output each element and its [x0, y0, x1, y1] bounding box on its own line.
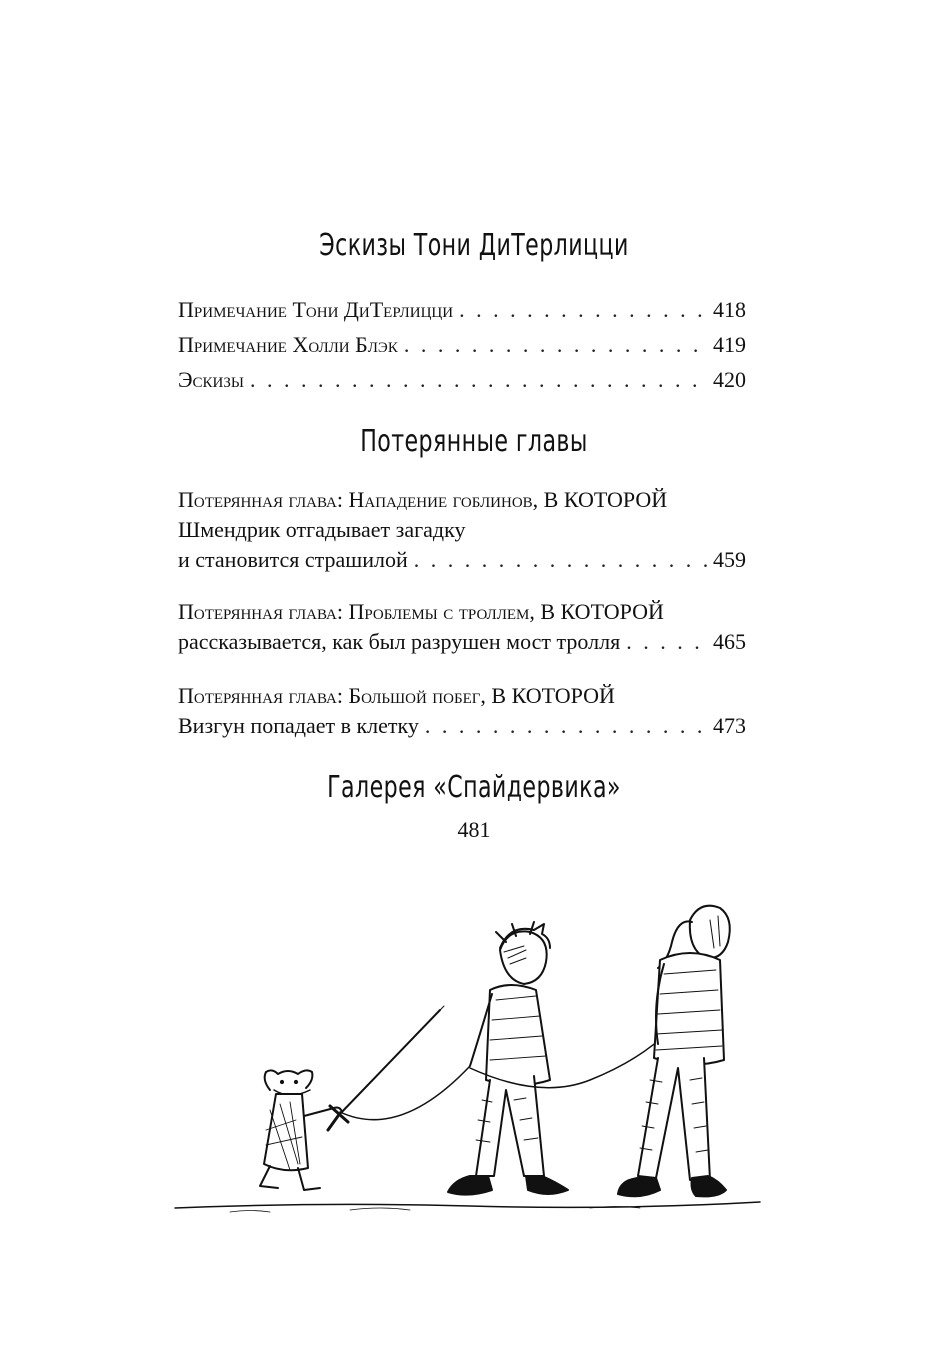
gallery-page-number: 481 [457, 817, 491, 842]
toc-entry-page: 465 [713, 629, 746, 654]
toc-entry [178, 364, 746, 396]
sketch-children-walking-icon [170, 890, 770, 1220]
toc-entry-page: 473 [713, 713, 746, 738]
toc-entry-page: 418 [713, 297, 746, 322]
chapter-heading-title: Потерянная глава: Большой побег, [178, 683, 486, 708]
toc-entry [178, 294, 746, 326]
chapter-subtitle: рассказывается, как был разрушен мост тролля [178, 629, 621, 654]
toc-entry [178, 329, 746, 361]
leader-dots [626, 626, 707, 658]
section-title-lost-chapters: Потерянные главы [360, 424, 588, 459]
chapter-heading-tail: В КОТОРОЙ [538, 487, 668, 512]
chapter-last-line [178, 626, 746, 658]
section-title-gallery: Галерея «Спайдервика» [327, 770, 621, 805]
chapter-subtitle: и становится страшилой [178, 547, 408, 572]
toc-entry-label: Эскизы [178, 367, 244, 392]
chapter-heading-title: Потерянная глава: Проблемы с троллем, [178, 599, 535, 624]
chapter-subtitle: Визгун попадает в клетку [178, 713, 419, 738]
chapter-heading [178, 484, 746, 516]
girl-figure [618, 906, 730, 1197]
chapter-last-line [178, 710, 746, 742]
leader-dots [250, 364, 707, 396]
chapter-heading [178, 680, 746, 712]
boy-figure [448, 922, 568, 1195]
leader-dots [404, 329, 707, 361]
toc-entry-page: 420 [713, 367, 746, 392]
leader-dots [425, 710, 707, 742]
leader-dots [459, 294, 707, 326]
toc-entry-page: 459 [713, 547, 746, 572]
chapter-heading-title: Потерянная глава: Нападение гоблинов, [178, 487, 539, 512]
chapter-heading-tail: В КОТОРОЙ [534, 599, 664, 624]
leader-dots [414, 544, 707, 576]
chapter-heading [178, 596, 746, 628]
toc-entry-label: Примечание Тони ДиТерлицци [178, 297, 454, 322]
chapter-last-line [178, 544, 746, 576]
toc-entry-page: 419 [713, 332, 746, 357]
chapter-subtitle: Шмендрик отгадывает загадку [178, 517, 466, 542]
section-title-sketches: Эскизы Тони ДиТерлицци [319, 228, 629, 263]
chapter-heading-tail: В КОТОРОЙ [485, 683, 615, 708]
toc-entry-label: Примечание Холли Блэк [178, 332, 398, 357]
